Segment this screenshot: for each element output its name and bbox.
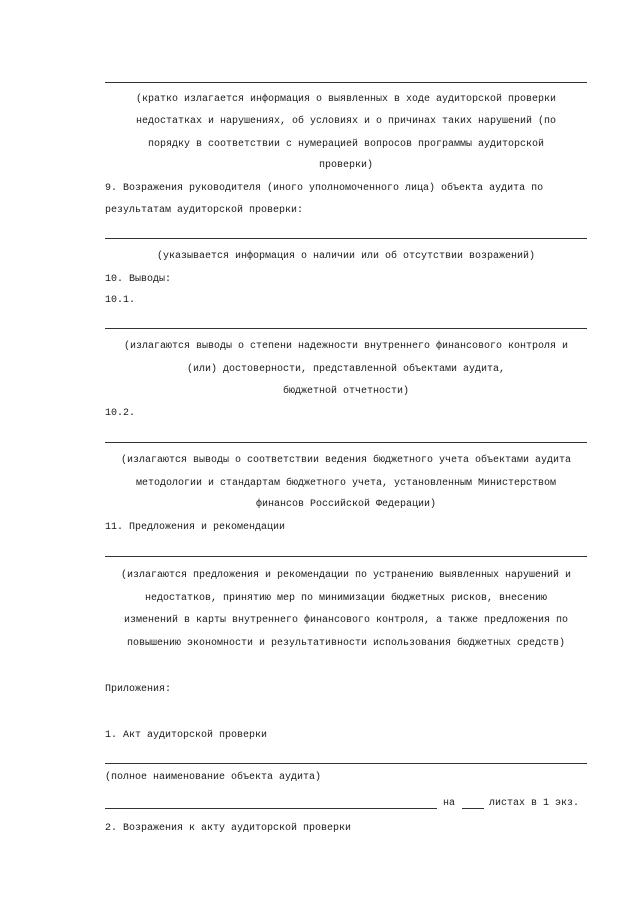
section8-note-line4: проверки) (318, 160, 373, 171)
section9-heading-line1: 9. Возражения руководителя (иного уполномоченного лица) объекта аудита по (105, 183, 544, 194)
section8-note-line2: недостатках и нарушениях, об условиях и о причинах таких нарушений (по (135, 116, 557, 127)
attachment-2: 2. Возражения к акту аудиторской проверки (105, 823, 352, 834)
section10-2-note-line3: финансов Российской Федерации) (255, 499, 437, 510)
section9-heading-line2: результатам аудиторской проверки: (105, 205, 304, 216)
section10-2-note-line1: (излагаются выводы о соответствии ведения бюджетного учета объектами аудита (120, 455, 572, 466)
section9-note: (указывается информация о наличии или об отсутствии возражений) (156, 251, 536, 262)
fill-line (105, 808, 437, 809)
section10-1-label: 10.1. (105, 295, 136, 306)
section10-1-note-line2: (или) достоверности, представленной объектами аудита, (186, 364, 506, 375)
section11-note-line1: (излагаются предложения и рекомендации по устранению выявленных нарушений и (120, 570, 572, 581)
section11-note-line4: повышению экономности и результативности использования бюджетных средств) (126, 638, 566, 649)
section10-2-label: 10.2. (105, 408, 136, 419)
fill-line (105, 556, 587, 557)
section11-note-line3: изменений в карты внутреннего финансового контроля, а также предложения по (123, 615, 569, 626)
section10-heading: 10. Выводы: (105, 274, 172, 285)
attachment-1: 1. Акт аудиторской проверки (105, 730, 268, 741)
attachment-1-note: (полное наименование объекта аудита) (105, 772, 322, 783)
fill-line (105, 763, 587, 764)
fill-line (105, 82, 587, 83)
fill-line (105, 442, 587, 443)
section11-heading: 11. Предложения и рекомендации (105, 522, 286, 533)
section10-1-note-line3: бюджетной отчетности) (282, 386, 410, 397)
section10-1-note-line1: (излагаются выводы о степени надежности внутреннего финансового контроля и (123, 341, 569, 352)
attachments-heading: Приложения: (105, 684, 172, 695)
sheets-suffix: листах в 1 экз. (489, 798, 580, 809)
section8-note-line1: (кратко излагается информация о выявленных в ходе аудиторской проверки (135, 94, 557, 105)
section11-note-line2: недостатков, принятию мер по минимизации бюджетных рисков, внесению (144, 593, 548, 604)
section10-2-note-line2: методологии и стандартам бюджетного учета, установленным Министерством (135, 478, 557, 489)
fill-line (105, 238, 587, 239)
section8-note-line3: порядку в соответствии с нумерацией вопросов программы аудиторской (147, 139, 545, 150)
sheets-count-line (462, 808, 484, 809)
fill-line (105, 328, 587, 329)
sheets-prefix: на (443, 798, 456, 809)
